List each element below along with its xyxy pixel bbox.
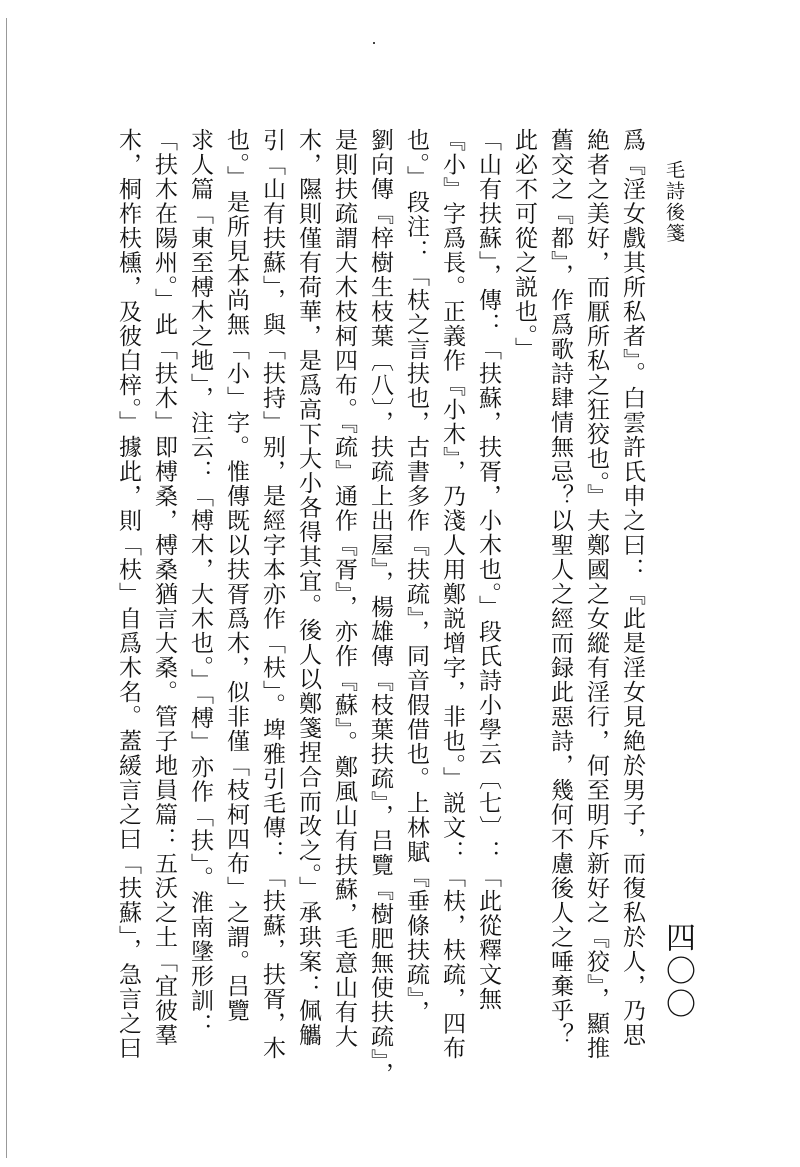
page-edge-rule xyxy=(6,18,7,1158)
text-line: 『小』字爲長。正義作『小木』，乃淺人用鄭説增字，非也。」説文：「枎，枎疏，四布 xyxy=(439,128,465,1061)
text-line: 絶者之美好，而厭所私之狂狡也。』夫鄭國之女縱有淫行，何至明斥新好之『狡』，顯推 xyxy=(583,128,609,1061)
text-line: 引「山有扶蘇」，與「扶持」别，是經字本亦作「枎」。埤雅引毛傳：「扶蘇，扶胥，木 xyxy=(259,128,285,1061)
text-line: 是則扶疏謂大木枝柯四布。『疏』通作『胥』，亦作『蘇』。鄭風山有扶蘇，毛意山有大 xyxy=(331,128,357,1049)
print-speck xyxy=(373,42,375,44)
text-line: 「山有扶蘇」，傳：「扶蘇，扶胥，小木也。」段氏詩小學云〔七〕：「此從釋文無 xyxy=(475,128,501,1012)
text-line: 也。」段注：「枎之言扶也，古書多作『扶疏』，同音假借也。上林賦『垂條扶疏』， xyxy=(403,128,429,1025)
text-line: 木，桐柞枎櫄，及彼白梓。」據此，則「枎」自爲木名。蓋緩言之曰「扶蘇」，急言之曰 xyxy=(115,128,141,1061)
text-line: 此必不可從之説也。」 xyxy=(511,128,537,362)
text-line: 木，隰則僅有荷華，是爲高下大小各得其宜。後人以鄭箋捏合而改之。」承珙案：佩觿 xyxy=(295,128,321,1048)
text-line: 也。」是所見本尚無「小」字。惟傳既以扶胥爲木，似非僅「枝柯四布」之謂。吕覽 xyxy=(223,128,249,1023)
text-line: 求人篇「東至榑木之地」，注云：「榑木，大木也。」「榑」亦作「扶」。淮南墬形訓： xyxy=(187,128,213,1038)
text-line: 舊交之『都』，作爲歌詩肆情無忌？以聖人之經而録此惡詩，幾何不慮後人之唾棄乎？ xyxy=(547,128,573,1048)
running-head-title: 毛詩後箋 xyxy=(663,160,685,244)
main-text-block xyxy=(70,128,650,1098)
text-line: 「扶木在陽州。」此「扶木」即榑桑，榑桑猶言大桑。管子地員篇：五沃之土「宜彼羣 xyxy=(151,128,177,1048)
text-line: 爲『淫女戲其所私者』。白雲許氏申之曰：『此是淫女見絶於男子，而復私於人，乃思 xyxy=(619,128,645,1048)
page-number: 四〇〇 xyxy=(660,922,695,1021)
text-line: 劉向傳『梓樹生枝葉〔八〕，扶疏上出屋』，楊雄傳『枝葉扶疏』，吕覽『樹肥無使扶疏』， xyxy=(367,128,393,1087)
